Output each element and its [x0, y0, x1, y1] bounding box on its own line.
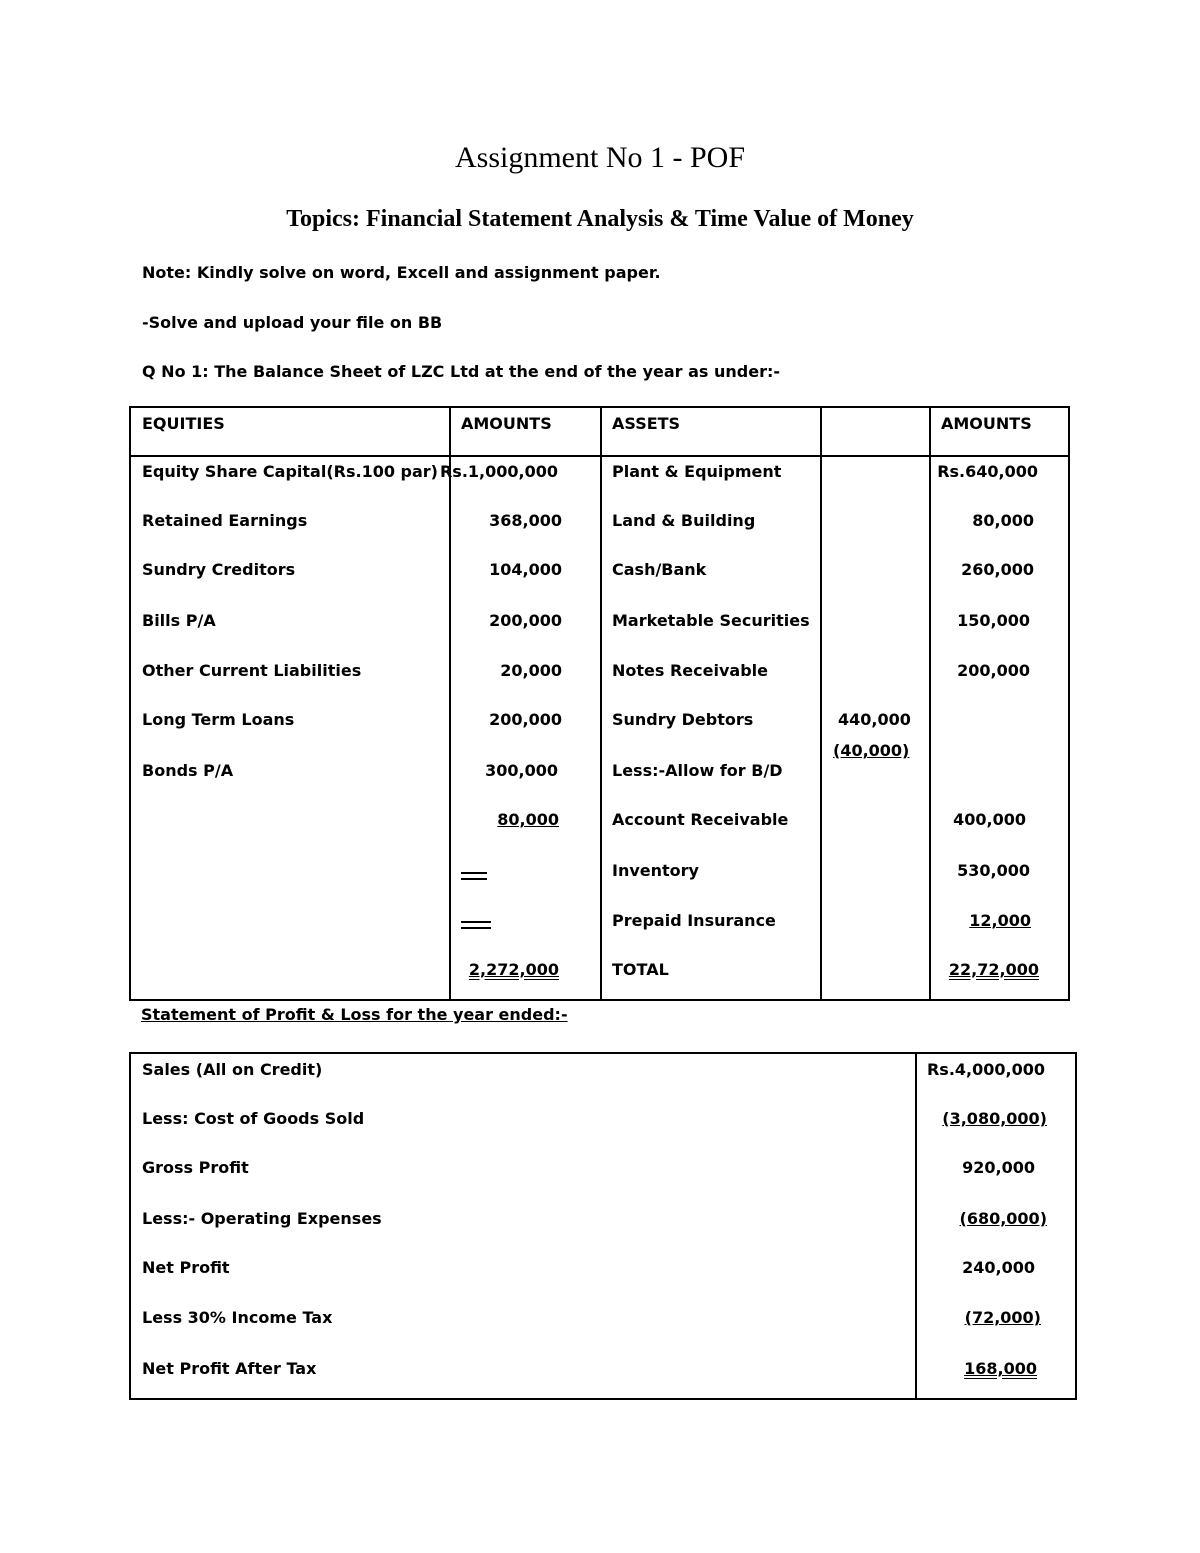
pl-label: Less:- Operating Expenses	[142, 1209, 382, 1228]
equity-label: Bonds P/A	[142, 761, 234, 780]
equity-amount: 368,000	[489, 511, 562, 530]
equity-amount: 300,000	[485, 761, 558, 780]
pl-label: Net Profit After Tax	[142, 1359, 317, 1378]
equity-label: Retained Earnings	[142, 511, 308, 530]
pl-amount: (72,000)	[964, 1308, 1041, 1327]
balance-sheet-table	[129, 406, 1070, 1001]
pl-label: Net Profit	[142, 1258, 230, 1277]
asset-label: TOTAL	[612, 960, 669, 979]
equity-amount: 104,000	[489, 560, 562, 579]
header-divider	[131, 455, 1068, 457]
pl-amount: 240,000	[962, 1258, 1035, 1277]
equity-label: Bills P/A	[142, 611, 216, 630]
instruction-text: -Solve and upload your file on BB	[142, 313, 443, 332]
pl-amount: 920,000	[962, 1158, 1035, 1177]
header-equities: EQUITIES	[142, 414, 225, 433]
pl-label: Gross Profit	[142, 1158, 249, 1177]
column-divider	[915, 1054, 917, 1398]
double-rule	[461, 865, 487, 885]
equity-amount: 20,000	[500, 661, 562, 680]
equity-amount: 200,000	[489, 710, 562, 729]
asset-label: Marketable Securities	[612, 611, 810, 630]
asset-amount: 12,000	[969, 911, 1031, 930]
asset-label: Plant & Equipment	[612, 462, 782, 481]
asset-label: Account Receivable	[612, 810, 789, 829]
column-divider	[929, 408, 931, 999]
asset-label: Sundry Debtors	[612, 710, 754, 729]
column-divider	[449, 408, 451, 999]
note-text: Note: Kindly solve on word, Excell and assignment paper.	[142, 263, 661, 282]
equity-label: Long Term Loans	[142, 710, 295, 729]
pl-label: Less 30% Income Tax	[142, 1308, 333, 1327]
equities-total: 2,272,000	[468, 960, 559, 979]
profit-loss-table	[129, 1052, 1077, 1400]
pl-amount: Rs.4,000,000	[926, 1060, 1045, 1079]
asset-amount: 260,000	[961, 560, 1034, 579]
header-amounts-left: AMOUNTS	[461, 414, 552, 433]
equity-amount: 80,000	[497, 810, 559, 829]
asset-label: Notes Receivable	[612, 661, 768, 680]
question-text: Q No 1: The Balance Sheet of LZC Ltd at the end of the year as under:-	[142, 362, 781, 381]
equity-label: Other Current Liabilities	[142, 661, 362, 680]
asset-amount: 400,000	[953, 810, 1026, 829]
asset-label: Land & Building	[612, 511, 756, 530]
asset-amount: 200,000	[957, 661, 1030, 680]
asset-label: Prepaid Insurance	[612, 911, 776, 930]
asset-amount: 530,000	[957, 861, 1030, 880]
profit-loss-heading: Statement of Profit & Loss for the year ended:-	[141, 1005, 568, 1024]
pl-amount: 168,000	[964, 1359, 1037, 1378]
header-amounts-right: AMOUNTS	[941, 414, 1032, 433]
asset-amount: Rs.640,000	[937, 462, 1038, 481]
page-title: Assignment No 1 - POF	[454, 141, 746, 174]
asset-label: Less:-Allow for B/D	[612, 761, 783, 780]
pl-label: Less: Cost of Goods Sold	[142, 1109, 365, 1128]
asset-amount: 80,000	[972, 511, 1034, 530]
pl-label: Sales (All on Credit)	[142, 1060, 323, 1079]
page-subtitle: Topics: Financial Statement Analysis & Time Value of Money	[286, 206, 914, 232]
asset-amount: 150,000	[957, 611, 1030, 630]
asset-label: Inventory	[612, 861, 699, 880]
sundry-debtors-amount: 440,000	[838, 710, 911, 729]
pl-amount: (680,000)	[959, 1209, 1047, 1228]
asset-label: Cash/Bank	[612, 560, 707, 579]
double-rule	[461, 914, 491, 934]
equity-label: Sundry Creditors	[142, 560, 296, 579]
assets-total: 22,72,000	[948, 960, 1039, 979]
equity-label: Equity Share Capital(Rs.100 par)	[142, 462, 438, 481]
equity-amount: Rs.1,000,000	[439, 462, 558, 481]
bad-debts-allowance-amount: (40,000)	[833, 741, 910, 760]
header-assets: ASSETS	[612, 414, 681, 433]
column-divider	[820, 408, 822, 999]
pl-amount: (3,080,000)	[942, 1109, 1047, 1128]
equity-amount: 200,000	[489, 611, 562, 630]
column-divider	[600, 408, 602, 999]
